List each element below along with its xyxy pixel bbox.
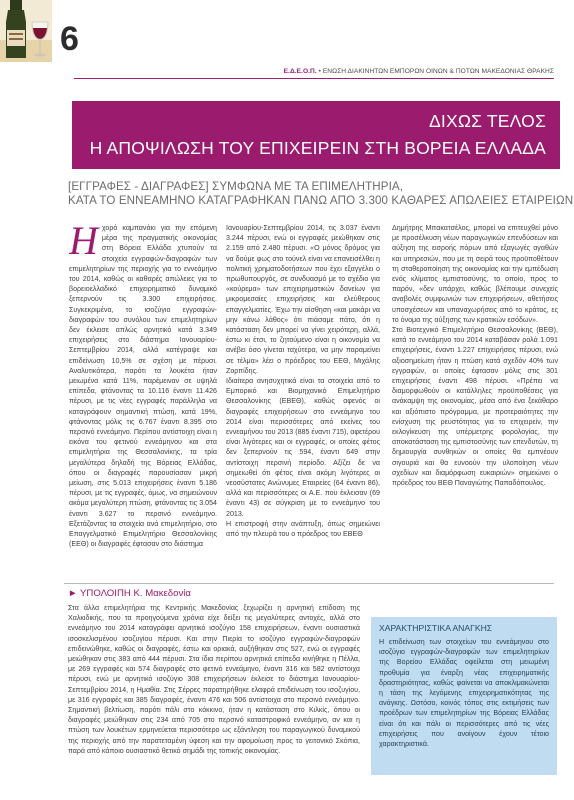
article-paragraph: Η επιστροφή στην ανάπτυξη, όπως σημειώνει από την πλευρά του ο πρόεδρος του ΕΒΕΘ [226, 519, 380, 539]
running-head-text: • ΕΝΩΣΗ ΔΙΑΚΙΝΗΤΩΝ ΕΜΠΟΡΩΝ ΟΙΝΩΝ & ΠΟΤΩΝ ΜΑΚΕΔΟΝΙΑΣ ΘΡΑΚΗΣ [318, 68, 554, 75]
banner-title-line1: ΔΙΧΩΣ ΤΕΛΟΣ [429, 111, 546, 131]
article-paragraph: Ιανουαρίου-Σεπτεμβρίου 2014, τις 3.037 έναντι 3.244 πέρυσι, ενώ οι εγγραφές μειώθηκαν στις 2.159 από 2.480 πέρυσι. «Ο μόνος δρόμος για να δούμε φως στο τούνελ είναι να επανεισέλθει η πολιτική χρηματοδοτήσεων που έχει εξαγγέλει ο πρωθυπουργός, σε συνδυασμό με το σχέδιο για «κούρεμα» των επιχειρηματικών δανείων για μικρομεσαίες επιχειρήσεις και ελεύθερους επαγγελματίες. Έχω την αίσθηση «και μακάρι να μην κάνω λάθος» ότι πιάσαμε πάτο, ότι η κατάσταση δεν μπορεί να γίνει χειρότερη, αλλά, έστω κι έτσι, το ζητούμενο είναι η οικονομία να ανέβει όσο γίνεται ταχύτερα, να μην παραμείνει σε τέλμα» λέει ο πρόεδρος του ΕΕΘ, Μιχάλης Ζορπίδης. [226, 224, 380, 375]
section-divider [64, 583, 554, 584]
article-paragraph: χορό καμπανάκι για την επόμενη μέρα της πραγματικής οικονομίας στη Βόρεια Ελλάδα χτυπούν τα στοιχεία εγγραφών-διαγραφών των επιμελητηρίων της περιοχής για το εννεάμηνο του 2014, καθώς οι καθαρές απώλειες για το βορειοελλαδικό επιχειρηματικό δυναμικό ξεπερνούν τις 3.300 επιχειρήσεις. Συγκεκριμένα, το ισοζύγιο εγγραφών-διαγραφών του συνόλου των επιμελητηρίων δεν έκλεισε απλώς αρνητικό κατά 3.349 επιχειρήσεις στο διάστημα Ιανουαρίου-Σεπτεμβρίου 2014, αλλά κατέγραψε και επιδείνωση 10,5% σε σχέση με πέρυσι. Αναλυτικότερα, παρότι τα λουκέτα ήταν μειωμένα κατά 11%, παρέμειναν σε υψηλά επίπεδα, φτάνοντας τα 10.116 έναντι 11.426 πέρυσι, με τις νέες εγγραφές παράλληλα να καταγράφουν σημαντική πτώση, κατά 19%, φτάνοντας μόλις τις 6.767 έναντι 8.395 στο περσινό εννεάμηνο. Περίπου αντίστοιχη είναι η εικόνα του φετινού εννεάμηνου και στα επιμελητήρια της Θεσσαλονίκης, τα τρία μεγαλύτερα δηλαδή της Βόρειας Ελλάδας, όπου οι διαγραφές παρουσίασαν μικρή μείωση, στις 5.013 επιχειρήσεις έναντι 5.186 πέρυσι, με τις εγγραφές, όμως, να σημειώνουν ακόμα μεγαλύτερη πτώση, φτάνοντας τις 3.054 έναντι 3.627 το περσινό εννεάμηνο. Εξετάζοντας τα στοιχεία ανά επιμελητήριο, στο Επαγγελματικό Επιμελητήριο Θεσσαλονίκης (ΕΕΘ) οι διαγραφές έφτασαν στο διάστημα [69, 224, 217, 549]
running-head-abbr: Ε.Δ.Ε.Ο.Π. [283, 68, 317, 75]
article-column-2 [226, 223, 380, 565]
article-column-3 [392, 223, 558, 565]
title-banner [72, 101, 560, 169]
sidebar-text: Η επιδείνωση των στοιχείων του εννεάμηνου στο ισοζύγιο εγγραφών-διαγραφών των επιμελητηρίων της Βορείου Ελλάδας οφείλεται στη μειωμένη προθυμία για έναρξη νέας επιχειρηματικής δραστηριότητας, καθώς φαίνεται να αποκλιμακώνεται η τάση της λεγόμενης επιχειρηματικότητας της ανάγκης. Ωστόσο, κοινός τόπος στις εκτιμήσεις των προέδρων των επιμελητηρίων της Βόρειας Ελλάδας είναι ότι και πάλι οι περισσότερες από τις νέες επιχειρήσεις που ανοίγουν έχουν τέτοιο χαρακτηριστικά. [379, 638, 549, 749]
sidebar-title: ΧΑΡΑΚΤΗΡΙΣΤΙΚΑ ΑΝΑΓΚΗΣ [379, 623, 493, 633]
page-number: 6 [60, 20, 79, 58]
sidebar-box [371, 617, 557, 775]
article-paragraph: Δημήτρης Μπακατσέλος, μπορεί να επιτευχθεί μόνο με προσέλκυση νέων παραγωγικών επενδύσεων και αύξηση της εισροής πόρων από εξαγωγές αγαθών και υπηρεσιών, που με τη σειρά τους προϋποθέτουν τη σταθεροποίηση της οικονομίας και την εμπέδωση ενός κλίματος εμπιστοσύνης, το οποίο, προς το παρόν, «δεν υπάρχει, καθώς βλέπουμε συνεχείς αναβολές συμφωνιών των επιχειρήσεων, αθετήσεις υποσχέσεων και υπαναχωρήσεις από το κράτος, ες το όνομα της αύξησης των κρατικών εσόδων». [392, 224, 558, 324]
article-column-1 [69, 223, 217, 565]
running-head [284, 68, 554, 75]
section-title: ► ΥΠΟΛΟΙΠΗ Κ. Μακεδονία [68, 588, 191, 599]
drop-cap: Η [69, 223, 98, 263]
section-text: Στα άλλα επιμελητήρια της Κεντρικής Μακεδονίας ξεχωρίζει η αρνητική επίδοση της Χαλκιδικής, που τα προηγούμενα χρόνια είχε δείξει τις μεγαλύτερες αντοχές, αλλά στο εννεάμηνο του 2014 καταγράφει αρνητικό ισοζύγιο 158 επιχειρήσεων, έναντι ουσιαστικά ισοσκελισμένου ισοζυγίου πέρυσι. Και στην Πιερία το ισοζύγιο εγγραφών-διαγραφών επιδεινώθηκε, καθώς οι διαγραφές, έστω και οριακά, αυξήθηκαν στις 527, ενώ οι εγγραφές μειώθηκαν στις 383 από 444 πέρυσι. Στα ίδια περίπου αρνητικά επίπεδα κινήθηκε η Πέλλα, με 269 εγγραφές και 574 διαγραφές στο φετινό εννεάμηνο, έναντι 316 και 582 αντίστοιχα πέρυσι, ενώ με αρνητικό ισοζύγιο 308 επιχειρήσεων έκλεισε το διάστημα Ιανουαρίου-Σεπτεμβρίου 2014, η Ημαθία. Στις Σέρρες παρατηρήθηκε ελαφρά επιδείνωση του ισοζυγίου, με 316 εγγραφές και 385 διαγραφές, έναντι 476 και 506 αντίστοιχα στο περσινό εννεάμηνο. Σημαντική βελτίωση, παρότι πάλι στο κόκκινο, ήταν η κατάσταση στο Κιλκίς, όπου οι διαγραφές μειώθηκαν στις 234 από 705 στο περσινό καταστροφικό εννεάμηνο, αν και η πτώση των λουκέτων ερμηνεύεται περισσότερο ως εξάντληση του παραγωγικού δυναμικού της περιοχής από την παρατεταμένη ύφεση και την αφομοίωση προς το γειτονικό Σκόπια, παρά από κάποιο ουσιαστικό θετικό σημάδι της τοπικής οικονομίας. [68, 604, 360, 755]
subheading-line2: ΚΑΤΑ ΤΟ ΕΝΝΕΑΜΗΝΟ ΚΑΤΑΓΡΑΦΗΚΑΝ ΠΑΝΩ ΑΠΟ 3.300 ΚΑΘΑΡΕΣ ΑΠΩΛΕΙΕΣ ΕΤΑΙΡΕΙΩΝ [68, 194, 574, 207]
subheading-line1: [ΕΓΓΡΑΦΕΣ - ΔΙΑΓΡΑΦΕΣ] ΣΥΜΦΩΝΑ ΜΕ ΤΑ ΕΠΙΜΕΛΗΤΗΡΙΑ, [68, 180, 404, 193]
article-paragraph: Ιδιαίτερα ανησυχητικά είναι τα στοιχεία από το Εμπορικό και Βιομηχανικό Επιμελητήριο Θεσσαλονίκης (ΕΒΕΘ), καθώς αφενός οι διαγραφές επιχειρήσεων στο εννεάμηνο του 2014 είναι περισσότερες από εκείνες του εννεαμήνου του 2013 (885 έναντι 715), αφετέρου είναι λιγότερες και οι εγγραφές, οι οποίες φέτος δεν ξεπερνούν τις 594, έναντι 649 στην αντίστοιχη περσινή περίοδο. Αξίζει δε να σημειωθεί ότι φέτος είναι ακόμη λιγότερες οι νεοσύστατες Ανώνυμες Εταιρείες (64 έναντι 86), αλλά και περισσότερες οι Α.Ε. που έκλεισαν (69 έναντι 43) σε σύγκριση με το εννεάμηνο του 2013. [226, 377, 380, 518]
wine-bottle-glass-icon [0, 0, 52, 62]
article-paragraph: Στο Βιοτεχνικό Επιμελητήριο Θεσσαλονίκης (ΒΕΘ), κατά το εννεάμηνο του 2014 καταβάσαν ρολά 1.091 επιχειρήσεις, έναντι 1.227 επιχειρήσεις πέρυσι, ενώ αξιοσημείωτη ήταν η πτώση κατά σχεδόν 40% των εγγραφών, οι οποίες έφτασαν μόλις στις 301 επιχειρήσεις έναντι 498 πέρυσι. «Πρέπει να διαμορφωθούν οι κατάλληλες προϋποθέσεις για ανάκαμψη της οικονομίας, μέσα από ένα ξεκάθαρο και αξιόπιστο πρόγραμμα, με προτεραιότητες την ενίσχυση της ρευστότητας για το επιχειρείν, την εκλογίκευση της υπέρμετρης φορολογίας, την αποκατάσταση της εμπιστοσύνης των επενδυτών, τη δημιουργία συνθηκών οι οποίες θα εμπνέουν σιγουριά και θα ευνοούν την υλοποίηση νέων σχεδίων και διαμόρφωση ευκαιριών» σημειώνει ο πρόεδρος του ΒΕΘ Παναγιώτης Παπαδόπουλος. [392, 326, 558, 488]
banner-title-line2: Η ΑΠΟΨΙΛΩΣΗ ΤΟΥ ΕΠΙΧΕΙΡΕΙΝ ΣΤΗ ΒΟΡΕΙΑ ΕΛΛΑΔΑ [89, 138, 546, 158]
header-rule [74, 78, 554, 79]
